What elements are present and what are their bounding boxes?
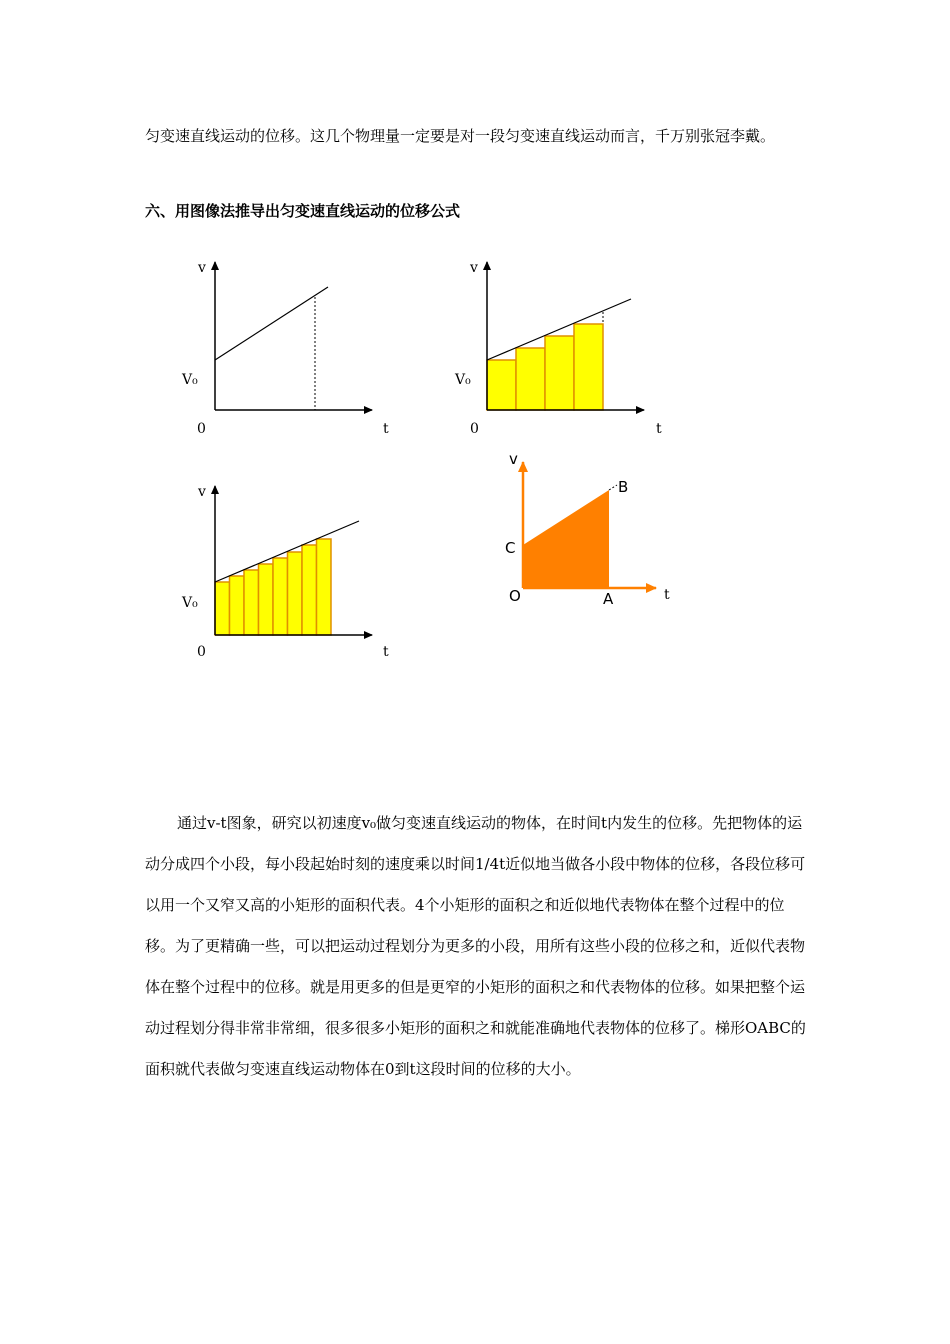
graph4-point-a: A xyxy=(603,590,614,608)
graph-3-eight-bars xyxy=(181,484,389,660)
graph4-v-label: v xyxy=(509,450,518,468)
graph4-point-o: O xyxy=(509,587,521,605)
graph2-v-label: v xyxy=(470,260,478,276)
graph1-v-label: v xyxy=(198,260,206,276)
intro-paragraph: 匀变速直线运动的位移。这几个物理量一定要是对一段匀变速直线运动而言，千万别张冠李戴。 xyxy=(145,127,776,145)
graph2-t-label: t xyxy=(656,421,662,437)
graph3-origin-label: 0 xyxy=(197,644,206,660)
graph3-v-label: v xyxy=(198,484,206,500)
graph3-v0-label: V₀ xyxy=(182,595,198,611)
graph-1-line xyxy=(181,260,389,437)
graph2-v0-label: V₀ xyxy=(455,372,471,388)
graph1-origin-label: 0 xyxy=(197,421,206,437)
graph1-t-label: t xyxy=(383,421,389,437)
graph4-t-label: t xyxy=(664,587,670,603)
graph3-t-label: t xyxy=(383,644,389,660)
graph-4-trapezoid xyxy=(505,450,670,608)
graph4-point-c: C xyxy=(505,539,516,557)
graph1-v0-label: V₀ xyxy=(182,372,198,388)
graph2-origin-label: 0 xyxy=(470,421,479,437)
main-paragraph: 通过v-t图象，研究以初速度v₀做匀变速直线运动的物体，在时间t内发生的位移。先把物体的运动分成四个小段，每小段起始时刻的速度乘以时间1/4t近似地当做各小段中物体的位移，各段位移可以用一个又窄又高的小矩形的面积代表。4个小矩形的面积之和近似地代表物体在整个过程中的位移。为了更精确一些，可以把运动过程划分为更多的小段，用所有这些小段的位移之和，近似代表物体在整个过程中的位移。就是用更多的但是更窄的小矩形的面积之和代表物体的位移。如果把整个运动过程划分得非常非常细，很多很多小矩形的面积之和就能准确地代表物体的位移了。梯形OABC的面积就代表做匀变速直线运动物体在0到t这段时间的位移的大小。 xyxy=(145,814,806,1078)
graph4-point-b: B xyxy=(618,478,629,496)
graph-2-four-bars xyxy=(454,260,662,437)
section-heading: 六、用图像法推导出匀变速直线运动的位移公式 xyxy=(145,202,461,220)
